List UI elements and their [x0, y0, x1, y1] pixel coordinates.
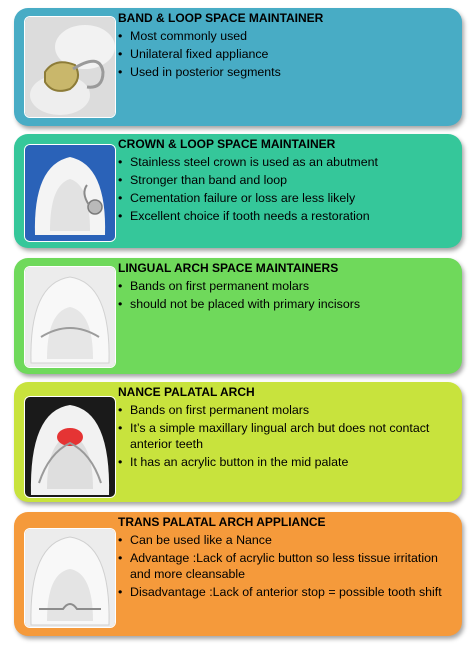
nance-arch-photo [24, 396, 116, 498]
card-bullets [118, 28, 458, 82]
trans-palatal-image [25, 529, 115, 627]
card-title: LINGUAL ARCH SPACE MAINTAINERS [118, 261, 339, 275]
bullet-item: • Stainless steel crown is used as an abutment [118, 154, 458, 170]
bullet-item: • Most commonly used [118, 28, 458, 44]
lingual-arch-photo [24, 266, 116, 368]
bullet-item: • Disadvantage :Lack of anterior stop = possible tooth shift [118, 584, 458, 600]
card-title: CROWN & LOOP SPACE MAINTAINER [118, 137, 336, 151]
bullet-item: • Cementation failure or loss are less likely [118, 190, 458, 206]
bullet-item: • Used in posterior segments [118, 64, 458, 80]
card-title: BAND & LOOP SPACE MAINTAINER [118, 11, 324, 25]
bullet-item: • should not be placed with primary incisors [118, 296, 458, 312]
lingual-arch-image [25, 267, 115, 367]
bullet-item: • Bands on first permanent molars [118, 278, 458, 294]
bullet-item: • Excellent choice if tooth needs a restoration [118, 208, 458, 224]
bullet-item: • Can be used like a Nance [118, 532, 458, 548]
card-nance-palatal-arch [14, 382, 462, 502]
band-loop-photo [24, 16, 116, 118]
card-lingual-arch [14, 258, 462, 374]
crown-loop-photo [24, 144, 116, 242]
card-title: NANCE PALATAL ARCH [118, 385, 255, 399]
card-title: TRANS PALATAL ARCH APPLIANCE [118, 515, 326, 529]
crown-loop-image [25, 145, 115, 241]
card-crown-loop [14, 134, 462, 248]
bullet-item: • Stronger than band and loop [118, 172, 458, 188]
bullet-item: • Bands on first permanent molars [118, 402, 458, 418]
card-bullets [118, 154, 458, 226]
bullet-item: • It’s a simple maxillary lingual arch but does not contact anterior teeth [118, 420, 458, 452]
card-bullets [118, 532, 458, 602]
trans-palatal-photo [24, 528, 116, 628]
card-band-loop [14, 8, 462, 126]
bullet-item: • Unilateral fixed appliance [118, 46, 458, 62]
band-loop-image [25, 17, 115, 117]
nance-arch-image [25, 397, 115, 497]
card-bullets [118, 278, 458, 314]
card-bullets [118, 402, 458, 472]
card-trans-palatal-arch [14, 512, 462, 636]
bullet-item: • Advantage :Lack of acrylic button so less tissue irritation and more cleansable [118, 550, 458, 582]
bullet-item: • It has an acrylic button in the mid palate [118, 454, 458, 470]
